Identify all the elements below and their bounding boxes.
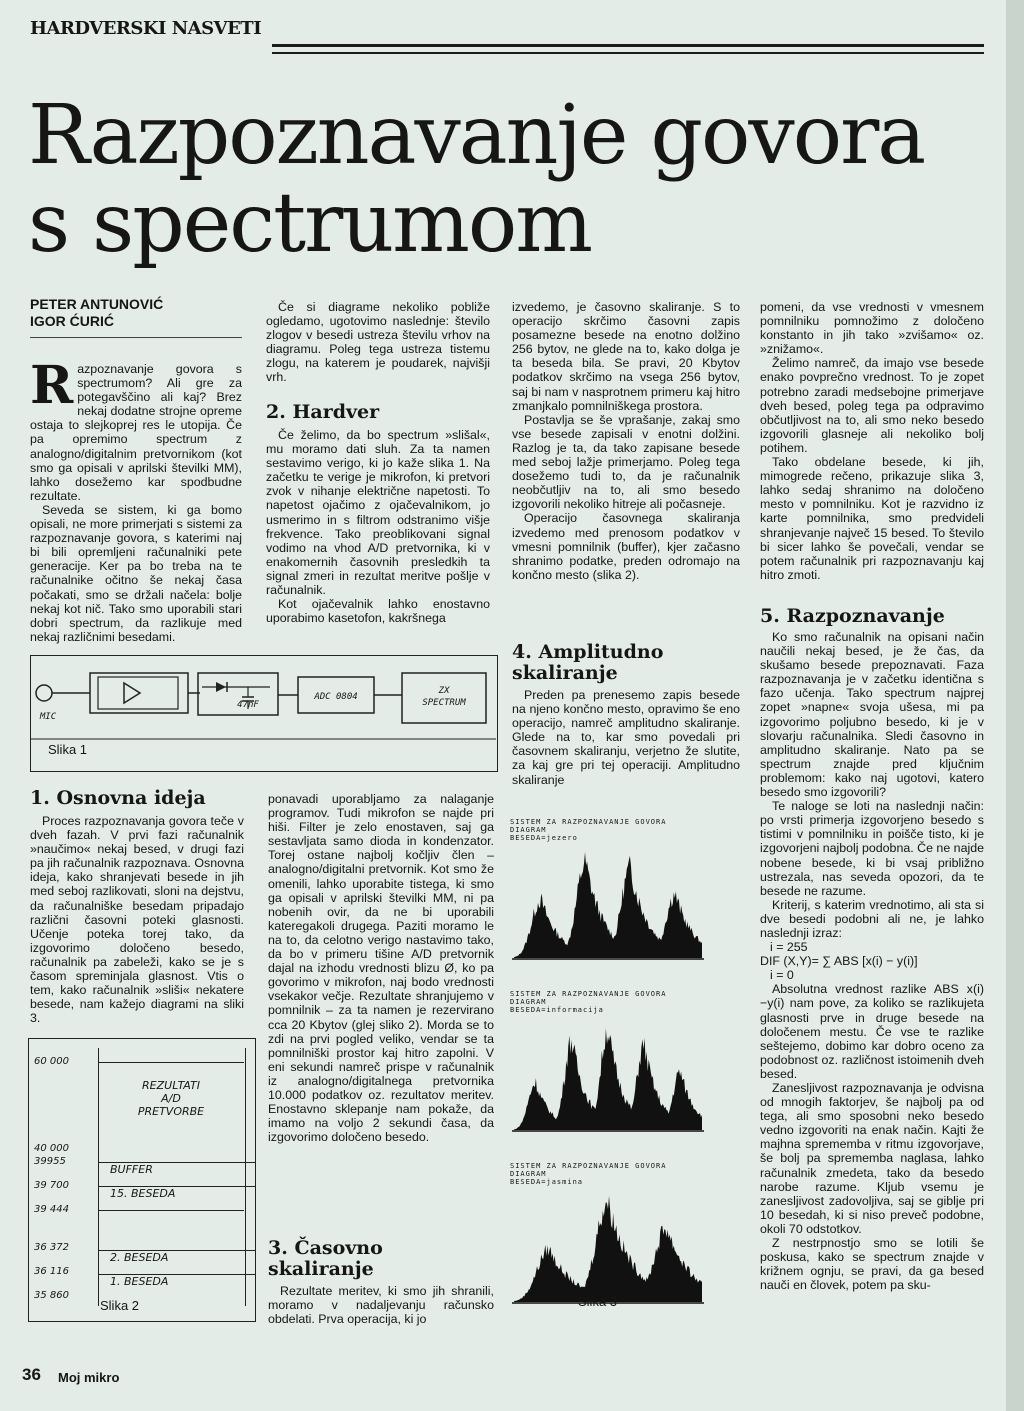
formula-upper: i = 255 <box>770 940 808 955</box>
capacitor-label: 47nF <box>237 700 259 710</box>
paragraph: Če si diagrame nekoliko pobliže ogledamo, ugotovimo naslednje: število zlogov v besedi ustreza številu vrhov na diagramu. Poleg tega ustreza tistemu zlogu, na katerem je poudarek, najvišji vrh. <box>266 300 490 385</box>
spectrum-label: SPECTRUM <box>422 698 466 708</box>
word-15-block: 15. BESEDA <box>98 1186 256 1207</box>
intro-column <box>30 355 242 644</box>
section-heading-razpoznavanje: 5. Razpoznavanje <box>760 605 945 627</box>
column-2-end <box>268 1284 494 1326</box>
paragraph: Z nestrpnostjo smo se lotili še poskusa, kako se spectrum znajde v križnem ognju, se pravi, da ga besed nauči en človek, potem pa sku- <box>760 1236 984 1293</box>
formula-lower: i = 0 <box>770 968 794 983</box>
column-3-mid <box>512 688 740 787</box>
spectrogram-panel <box>510 990 710 1139</box>
slika-1-caption: Slika 1 <box>48 742 88 757</box>
address-label: 60 000 <box>34 1056 69 1067</box>
paragraph: Kot ojačevalnik lahko enostavno uporabimo kasetofon, kakršnega <box>266 597 490 626</box>
column-4-top <box>760 300 984 582</box>
header-rule <box>272 44 984 47</box>
spectrogram-header-line: BESEDA=jasmina <box>510 1178 584 1186</box>
paragraph: Ko smo računalnik na opisani način naučili nekaj besed, je že čas, da skušamo besede prepoznavati. Faza razpoznavanja je v začetku identična s fazo učenja. Tako spectrum najprej zopet »napne« svoja ušesa, mi pa izgovorimo poljubno besedo, ki je v slovarju računalnika. Sledi časovno in amplitudno skaliranje. Nato pa se spectrum znajde pred ključnim problemom: kako naj ugotovi, katero besedo smo izgovorili? <box>760 630 984 800</box>
paragraph: izvedemo, je časovno skaliranje. S to operacijo skrčimo časovni zapis posamezne besede na enotno dolžino 256 bytov, ne glede na to, kako dolga je ta beseda bila. Se pravi, 20 Kbytov podatkov skrčimo na vsega 256 bytov, saj bi nam v nasprotnem primeru kaj hitro zmanjkalo pomnilniškega prostora. <box>512 300 740 413</box>
column-3-top <box>512 300 740 582</box>
author-2: IGOR ĆURIĆ <box>30 313 114 329</box>
adc-label: ADC 0804 <box>314 692 358 702</box>
paragraph: Te naloge se loti na naslednji način: po vrsti primerja izgovorjeno besedo s tistimi v pomnilniku in poišče tisto, ki je izgovorjeni najbolj podobna. Če ne najde nobene besede, ki bi vsaj približno ustrezala, nas seveda opozori, da te besede ne razume. <box>760 799 984 898</box>
column-2-top-b <box>266 428 490 625</box>
section-heading-amplitudno: 4. Amplitudno skaliranje <box>512 641 664 684</box>
formula: DIF (X,Y)= ∑ ABS [x(i) − y(i)] <box>760 954 918 969</box>
intro-paragraph-2: Seveda se sistem, ki ga bomo opisali, ne more primerjati s sistemi za razpoznavanje govora, s katerimi naj bi bili opremljeni računalniki pete generacije. Ker pa bo treba na te računalnike očitno še nekaj časa počakati, smo se držali načela: bolje nekaj kot nič. Tako smo uporabili stari dobri spectrum, da razlikuje med nekaj različnimi besedami. <box>30 502 242 644</box>
title-line-1: Razpoznavanje govora <box>28 88 925 183</box>
spectrogram-panel <box>510 818 710 967</box>
spectrogram-header-line: DIAGRAM <box>510 1170 547 1178</box>
spectrogram-header-line: BESEDA=jezero <box>510 834 578 842</box>
spectrogram-header-line: SISTEM ZA RAZPOZNAVANJE GOVORA <box>510 990 667 998</box>
spectrogram-plot <box>510 1186 706 1306</box>
section-1-text <box>30 814 244 1025</box>
spectrogram-header-line: DIAGRAM <box>510 826 547 834</box>
spectrogram-header-line: SISTEM ZA RAZPOZNAVANJE GOVORA <box>510 818 667 826</box>
header-rule <box>272 52 984 54</box>
slika-3-caption: Slika 3 <box>578 1294 618 1309</box>
ellipsis-block <box>98 1210 244 1251</box>
page-number: 36 <box>22 1365 41 1384</box>
section-heading-casovno: 3. Časovno skaliranje <box>268 1237 383 1280</box>
paragraph: Če želimo, da bo spectrum »slišal«, mu moramo dati sluh. Za ta namen sestavimo verigo, ki jo kaže slika 1. Na začetku te verige je mikrofon, ki pretvori zvok v nihanje električne napetosti. To napetost ojačimo z ojačevalnikom, jo usmerimo in s filtrom odstranimo višje frekvence. Tako preoblikovani signal vodimo na vhod A/D pretvornika, ki v enakomernih časovnih presledkih ta signal zmeri in rezultat meritve pošlje v računalnik. <box>266 428 490 598</box>
conversion-label: PRETVORBE <box>137 1105 205 1118</box>
intro-paragraph-1: azpoznavanje govora s spectrumom? Ali gre za potegavščino ali kaj? Brez nekaj dodatne strojne opreme ostaja to slejkoprej res le utopija. Če pa opremimo spectrum z analogno/digitalnim pretvornikom (kot smo ga opisali v aprilski številki MM), lahko dosežemo kar spodbudne rezultate. <box>30 362 242 503</box>
address-label: 36 116 <box>34 1266 69 1277</box>
word-1-block: 1. BESEDA <box>98 1274 256 1295</box>
author-rule <box>30 337 242 338</box>
results-label: REZULTATI <box>142 1079 200 1092</box>
magazine-name: Moj mikro <box>58 1370 120 1385</box>
paragraph: Zanesljivost razpoznavanja je odvisna od mnogih faktorjev, še najbolj pa od tega, ali smo sposobni neko besedo vedno izgovoriti na enak način. Kajti že majhna sprememba v ritmu izgovorjave, še bolj pa sprememba naglasa, lahko računalnik zmedeta, tako da besedo narobe razume. Kljub vsemu je zanesljivost zadovoljiva, saj se giblje pri 10 besedah, ki si niso preveč podobne, okoli 70 odstotkov. <box>760 1081 984 1236</box>
paragraph: Želimo namreč, da imajo vse besede enako povprečno vrednost. To je zopet potrebno zaradi medsebojne primerjave dveh besed, poleg tega pa odpravimo občutljivost na to, ali smo neko besedo izgovorili glasneje ali nekoliko bolj potihem. <box>760 356 984 455</box>
paragraph: Postavlja se še vprašanje, zakaj smo vse besede zapisali v enotni dolžini. Razlog je ta, da tako zapisane besede med seboj lažje primerjamo. Poleg tega dosežemo tudi to, da je računalnik neobčutljiv na to, ali smo besedo izgovorili nekoliko hitreje ali počasneje. <box>512 412 740 512</box>
spectrogram-plot <box>510 842 706 962</box>
results-block <box>98 1062 244 1153</box>
paragraph: Preden pa prenesemo zapis besede na njeno končno mesto, opravimo še eno operacijo, namreč amplitudno skaliranje. Glede na to, kar smo povedali pri časovnem skaliranju, verjetno že slutite, za kaj gre pri tej operaciji. Amplitudno skaliranje <box>512 688 740 787</box>
slika-2-caption: Slika 2 <box>100 1298 140 1313</box>
column-4-mid <box>760 630 984 1292</box>
paragraph: ponavadi uporabljamo za nalaganje programov. Tudi mikrofon se najde pri hiši. Filter je zelo enostaven, saj ga sestavljata samo dioda in kondenzator. Torej ostane najbolj kočljiv člen – analogno/digitalni pretvornik. Kot smo že omenili, lahko uporabite tistega, ki smo ga opisali v aprilski številki MM, ni pa nobenih ovir, da ne bi uporabili kateregakoli drugega. Paziti moramo le na to, da celotno verigo nastavimo tako, da bo v primeru tišine A/D pretvornik dajal na izhodu vrednosti blizu Ø, ko pa govorimo v mikrofon, naj bodo vrednosti vsekakor večje. Rezultate shranjujemo v pomnilnik – za ta namen je rezervirano cca 20 Kbytov (glej sliko 2). Morda se to zdi na prvi pogled veliko, vendar se ta pomnilniški prostor kaj hitro zapolni. V eni sekundi namreč prispe v računalnik iz analogno/digitalnega pretvornika 10.000 podatkov oz. rezultatov meritev. Enostavno sklepanje nam pokaže, da imamo na voljo 2 sekundi časa, da izgovorimo določeno besedo. <box>268 792 494 1145</box>
paragraph: pomeni, da vse vrednosti v vmesnem pomnilniku pomnožimo z določeno konstanto in jih tako »zvišamo« oz. »znižamo«. <box>760 300 984 357</box>
section-heading-osnovna-ideja: 1. Osnovna ideja <box>30 787 206 809</box>
paragraph: Absolutna vrednost razlike ABS x(i)−y(i) nam pove, za koliko se razlikujeta glasnosti prve in druge besede na določenem mestu. Če vse te razlike seštejemo, dobimo kar dobro oceno za podobnost oz. različnost istoimenih dveh besed. <box>760 982 984 1081</box>
loudness-envelope <box>514 1028 702 1130</box>
paragraph: Operacijo časovnega skaliranja izvedemo med prenosom podatkov v vmesni pomnilnik (buffer), kjer začasno shranimo podatke, preden odromajo na končno mesto (slika 2). <box>512 511 740 582</box>
paragraph: Rezultate meritev, ki smo jih shranili, moramo v nadaljevanju računsko obdelati. Prva operacija, ki jo <box>268 1284 494 1327</box>
circuit-schematic <box>30 655 498 773</box>
address-label: 39955 <box>34 1156 66 1167</box>
loudness-envelope <box>514 852 702 958</box>
drop-cap: R <box>30 355 74 416</box>
page-edge <box>1006 0 1024 1411</box>
address-label: 36 372 <box>34 1242 69 1253</box>
section-header: HARDVERSKI NASVETI <box>30 18 262 39</box>
spectrogram-header-line: SISTEM ZA RAZPOZNAVANJE GOVORA <box>510 1162 667 1170</box>
column-2-top <box>266 300 490 385</box>
address-label: 39 700 <box>34 1180 69 1191</box>
zx-label: ZX <box>438 686 450 696</box>
address-label: 40 000 <box>34 1143 69 1154</box>
address-label: 39 444 <box>34 1204 69 1215</box>
word-2-block: 2. BESEDA <box>98 1250 256 1271</box>
loudness-envelope <box>514 1196 702 1302</box>
spectrogram-header-line: BESEDA=informacija <box>510 1006 604 1014</box>
address-label: 35 860 <box>34 1290 69 1301</box>
ad-label: A/D <box>161 1092 181 1105</box>
authors <box>30 296 240 330</box>
paragraph: Proces razpoznavanja govora teče v dveh fazah. V prvi fazi računalnik »naučimo« nekaj besed, v drugi fazi pa jih računalnik razpoznava. Osnovna ideja, kako shranjevati besede in jih med seboj razlikovati, sloni na dejstvu, da računalniške besedam pripadajo različni časovni poteki glasnosti. Učenje poteka torej tako, da izgovorimo določeno besedo, računalnik pa zabeleži, kako se je s časom spreminjala glasnost. Vtis o tem, kako računalnik »sliši« nekatere besede, nam kažejo diagrami na sliki 3. <box>30 814 244 1026</box>
paragraph: Tako obdelane besede, ki jih, mimogrede rečeno, prikazuje slika 3, lahko sedaj shranimo na določeno mesto v pomnilniku. Kot je razvidno iz karte pomnilnika, smo predvideli shranjevanje največ 15 besed. To število bi sicer lahko še povečali, vendar se potem računalnik pri razpoznavanju kaj hitro zmoti. <box>760 455 984 582</box>
section-heading-hardver: 2. Hardver <box>266 401 380 423</box>
spectrogram-plot <box>510 1014 706 1134</box>
spectrogram-header-line: DIAGRAM <box>510 998 547 1006</box>
spectrogram-panel <box>510 1162 710 1311</box>
paragraph: Kriterij, s katerim vrednotimo, ali sta si dve besedi podobni ali ne, je lahko naslednji izraz: <box>760 897 984 940</box>
column-2-bottom <box>268 792 494 1144</box>
buffer-block: BUFFER <box>98 1162 256 1183</box>
mic-label: MIC <box>39 712 57 722</box>
article-title <box>28 88 925 271</box>
author-1: PETER ANTUNOVIĆ <box>30 296 164 312</box>
title-line-2: s spectrumom <box>28 176 592 271</box>
